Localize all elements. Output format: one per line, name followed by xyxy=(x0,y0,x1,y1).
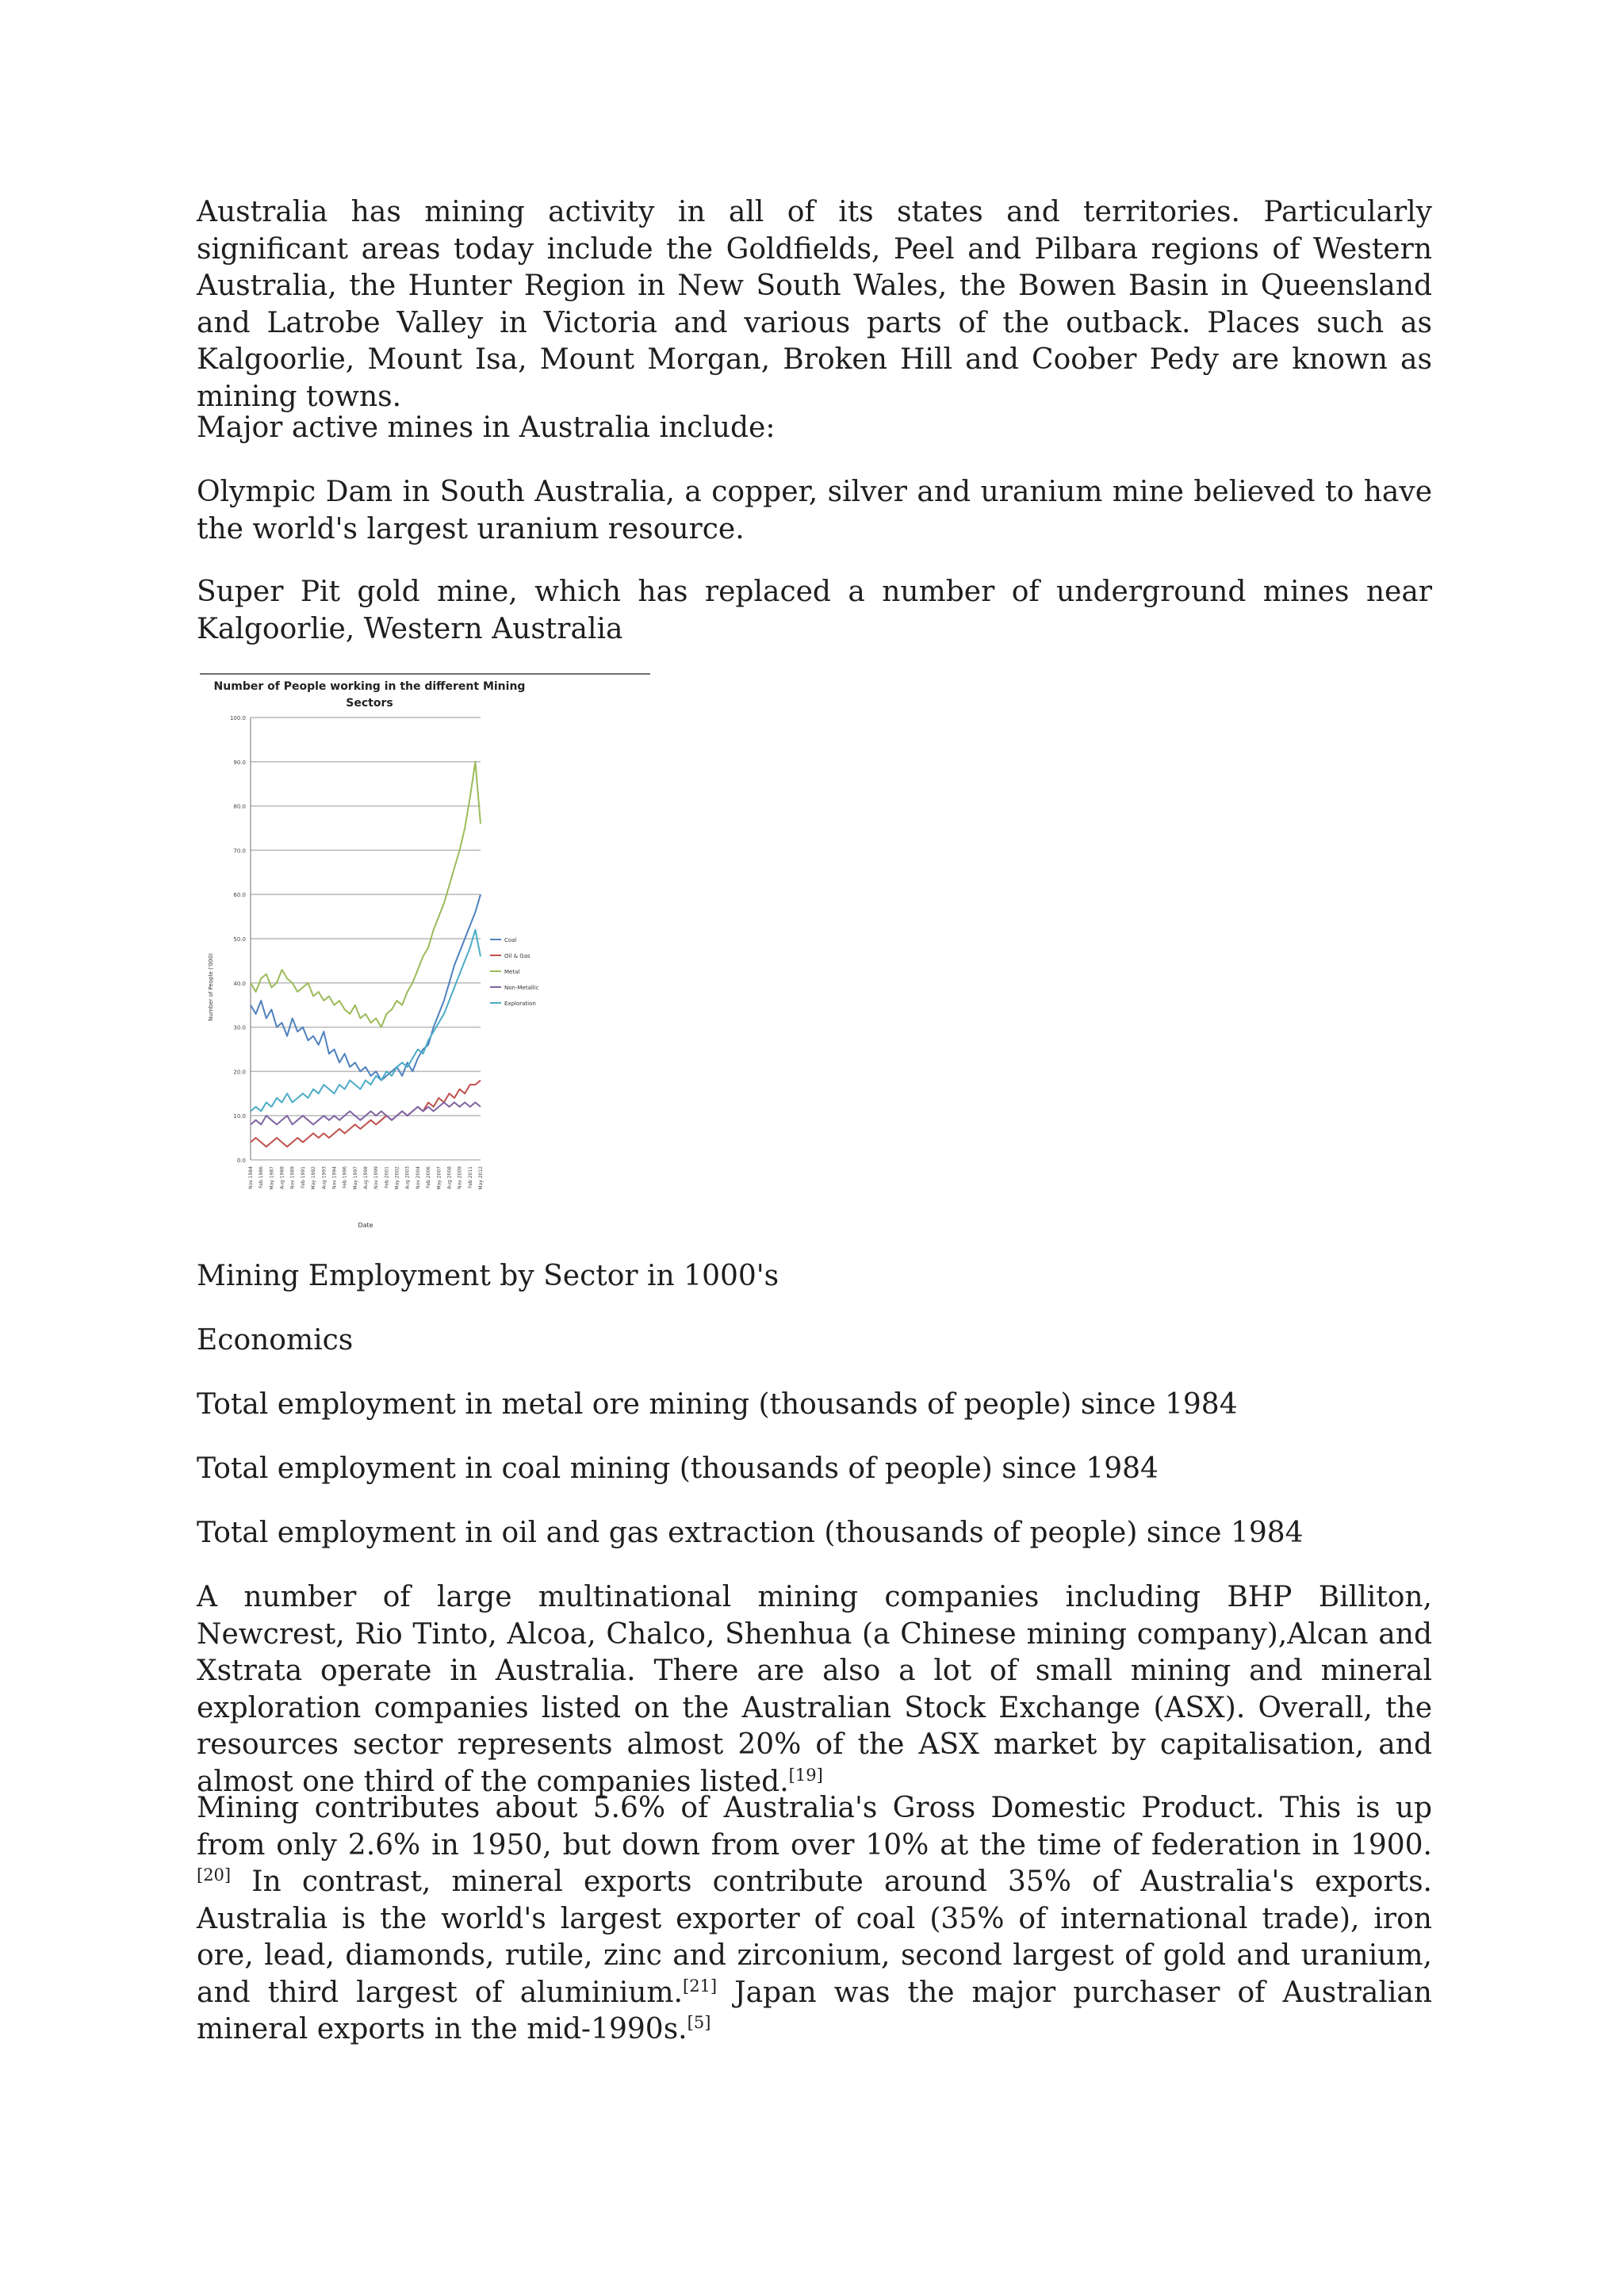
chart-x-tick-label: Aug 2008 xyxy=(446,1166,453,1189)
chart-y-tick-label: 80.0 xyxy=(233,803,246,810)
chart-y-tick-label: 90.0 xyxy=(233,759,246,766)
paragraph-mining-regions: Australia has mining activity in all of its states and territories. Particularly significant areas today include the Goldfields, Peel and Pilbara regions of Western Australia, the Hunter Region in New South Wales, the Bowen Basin in Queensland and Latrobe Valley in Victoria and various parts of the outback. Places such as Kalgoorlie, Mount Isa, Mount Morgan, Broken Hill and Coober Pedy are known as mining towns. xyxy=(197,196,1432,413)
gdp-text-b: In contrast, mineral exports contribute around 35% of Australia's exports. Australia is the world's largest exporter of coal (35% of international trade), iron ore, lead, diamonds, rutile, zinc and zirconium, second largest of gold and uranium, and third largest of aluminium. xyxy=(197,1866,1432,2009)
chart-y-tick-label: 70.0 xyxy=(233,848,246,855)
chart-y-tick-label: 20.0 xyxy=(233,1069,246,1076)
chart-x-tick-label: Aug 1993 xyxy=(321,1166,327,1189)
chart-series-line-exploration xyxy=(251,930,481,1112)
chart-x-tick-label: May 2007 xyxy=(436,1166,442,1190)
chart-x-tick-label: May 2002 xyxy=(394,1166,400,1190)
citation-21[interactable]: [21] xyxy=(683,1976,718,1996)
chart-x-axis-label: Date xyxy=(358,1222,373,1229)
chart-x-tick-label: Feb 1986 xyxy=(259,1166,265,1188)
chart-y-tick-label: 60.0 xyxy=(233,892,246,899)
paragraph-mining-companies xyxy=(197,1579,1432,1800)
chart-series-line-coal xyxy=(251,894,481,1080)
chart-y-tick-label: 10.0 xyxy=(233,1113,246,1120)
paragraph-major-mines-intro: Major active mines in Australia include: xyxy=(197,411,776,444)
chart-x-tick-label: Nov 2009 xyxy=(457,1166,463,1189)
chart-x-tick-label: Nov 1999 xyxy=(373,1166,380,1189)
line-oil-gas-employment: Total employment in oil and gas extraction (thousands of people) since 1984 xyxy=(197,1517,1304,1549)
chart-x-tick-label: Nov 2004 xyxy=(415,1166,421,1189)
gdp-text-a: Mining contributes about 5.6% of Australia's Gross Domestic Product. This is up from only 2.6% in 1950, but down from over 10% at the time of federation in 1900. xyxy=(197,1792,1432,1862)
chart-series-line-non-metallic xyxy=(251,1103,481,1125)
chart-x-tick-label: Feb 1991 xyxy=(300,1166,306,1188)
chart-legend-label: Oil & Gas xyxy=(504,953,530,959)
chart-x-tick-label: Aug 2003 xyxy=(404,1166,411,1189)
companies-text: A number of large multinational mining companies including BHP Billiton, Newcrest, Rio Tinto, Alcoa, Chalco, Shenhua (a Chinese mining company),Alcan and Xstrata operate in Australia. There are also a lot of small mining and mineral exploration companies listed on the Australian Stock Exchange (ASX). Overall, the resources sector represents almost 20% of the ASX market by capitalisation, and almost one third of the companies listed. xyxy=(197,1581,1432,1798)
chart-x-tick-label: Nov 1989 xyxy=(289,1166,296,1189)
chart-legend-label: Non-Metallic xyxy=(504,985,539,991)
chart-x-tick-label: Feb 2001 xyxy=(384,1166,390,1188)
chart-svg xyxy=(195,666,653,1237)
chart-x-tick-label: May 1992 xyxy=(311,1166,317,1190)
chart-y-tick-label: 50.0 xyxy=(233,936,246,943)
chart-y-tick-label: 0.0 xyxy=(236,1158,246,1164)
chart-legend-label: Coal xyxy=(504,937,517,943)
chart-x-tick-label: May 1987 xyxy=(269,1166,275,1190)
chart-x-tick-label: Feb 1996 xyxy=(342,1166,348,1188)
chart-y-axis-label: Number of People ('000) xyxy=(208,953,214,1021)
line-coal-employment: Total employment in coal mining (thousands of people) since 1984 xyxy=(197,1452,1159,1485)
chart-title-line-2: Sectors xyxy=(346,697,393,710)
gdp-text-c: Japan was the major purchaser of Australian mineral exports in the mid-1990s. xyxy=(197,1976,1432,2045)
chart-x-tick-label: May 2012 xyxy=(478,1166,484,1190)
chart-x-tick-label: Nov 1984 xyxy=(248,1166,254,1189)
chart-legend-label: Exploration xyxy=(504,1001,536,1007)
chart-title-line-1: Number of People working in the different Mining xyxy=(213,680,526,693)
chart-legend-label: Metal xyxy=(504,969,520,975)
paragraph-super-pit: Super Pit gold mine, which has replaced a number of underground mines near Kalgoorlie, Western Australia xyxy=(197,576,1432,645)
mining-employment-chart xyxy=(195,666,653,1237)
chart-x-tick-label: May 1997 xyxy=(352,1166,358,1190)
heading-economics: Economics xyxy=(197,1324,354,1357)
chart-y-tick-label: 30.0 xyxy=(233,1024,246,1031)
chart-x-tick-label: Feb 2011 xyxy=(467,1166,473,1188)
chart-x-tick-label: Feb 2006 xyxy=(426,1166,432,1188)
paragraph-olympic-dam: Olympic Dam in South Australia, a copper, silver and uranium mine believed to have the world's largest uranium resource. xyxy=(197,476,1432,545)
chart-series-line-oil-gas xyxy=(251,1081,481,1147)
paragraph-gdp-exports xyxy=(197,1790,1432,2049)
chart-x-tick-label: Aug 1988 xyxy=(279,1166,285,1189)
chart-y-tick-label: 100.0 xyxy=(229,715,246,721)
chart-x-tick-label: Nov 1994 xyxy=(331,1166,338,1189)
chart-y-tick-label: 40.0 xyxy=(233,980,246,987)
figure-caption: Mining Employment by Sector in 1000's xyxy=(197,1260,779,1292)
chart-x-tick-label: Aug 1998 xyxy=(363,1166,369,1189)
citation-19[interactable]: [19] xyxy=(788,1765,823,1785)
line-metal-ore-employment: Total employment in metal ore mining (thousands of people) since 1984 xyxy=(197,1388,1238,1421)
citation-20[interactable]: [20] xyxy=(197,1866,232,1885)
citation-5[interactable]: [5] xyxy=(687,2013,711,2032)
